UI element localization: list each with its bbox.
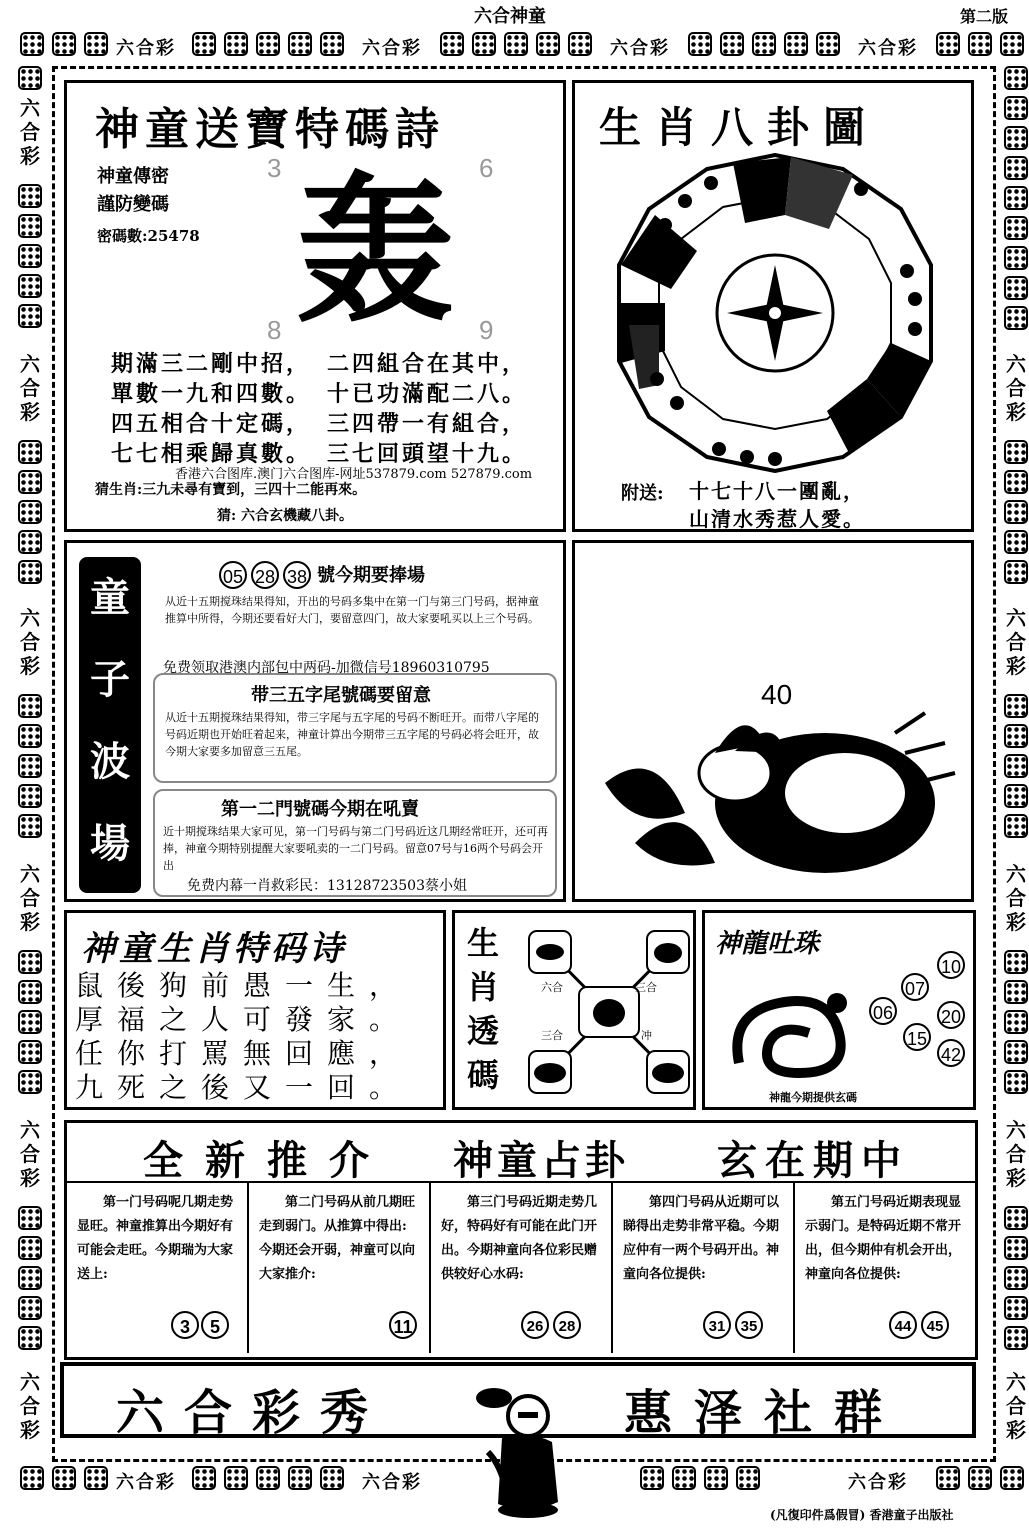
dragon-section xyxy=(702,910,976,1110)
dice-icon xyxy=(224,1466,248,1490)
band-label-vertical xyxy=(17,96,43,168)
corner-number: 9 xyxy=(479,315,494,345)
number-ball: 44 xyxy=(889,1311,917,1339)
rabbit-illustration xyxy=(595,693,965,893)
dragon-title: 神龍吐珠 xyxy=(715,929,820,959)
big-character: 轰 xyxy=(295,157,456,344)
dice-icon xyxy=(18,1206,42,1230)
box2-text: 从近十五期搅珠结果得知，带三字尾与五字尾的号码不断旺开。而带八字尾的号码近期也开始旺着起来，神童计算出今期带三五字尾的号码必将会旺开，故今期大家要多加留意三五尾。 xyxy=(165,711,539,758)
relation-label: 冲 xyxy=(641,1029,652,1042)
band-char: 彩 xyxy=(20,400,40,424)
dice-icon xyxy=(1004,126,1028,150)
band-label-vertical xyxy=(1003,1118,1029,1190)
band-label-vertical xyxy=(17,1118,43,1190)
shengxiao-diagram xyxy=(525,927,693,1097)
dice-icon xyxy=(1004,440,1028,464)
band-label-vertical xyxy=(17,862,43,934)
rabbit-image-panel xyxy=(572,540,974,902)
zodiac-poem-section xyxy=(64,910,446,1110)
column-text: 第三门号码近期走势几好，特码好有可能在此门开出。今期神童向各位彩民赠供较好心水码: xyxy=(441,1195,598,1282)
dice-icon xyxy=(18,754,42,778)
number-ball: 35 xyxy=(735,1311,763,1339)
dragon-caption: 神龍今期提供玄碼 xyxy=(769,1091,857,1104)
dice-icon xyxy=(1004,814,1028,838)
band-char: 六 xyxy=(20,1370,40,1394)
dice-icon xyxy=(288,1466,312,1490)
dice-icon xyxy=(18,440,42,464)
poem-line: 單數一九和四數。 xyxy=(111,381,312,407)
dice-icon xyxy=(20,1466,44,1490)
band-char: 合 xyxy=(1006,376,1026,400)
dice-icon xyxy=(84,1466,108,1490)
dice-icon xyxy=(1004,950,1028,974)
number-ball: 3 xyxy=(171,1311,199,1339)
band-char: 彩 xyxy=(1006,400,1026,424)
band-char: 彩 xyxy=(1006,1166,1026,1190)
dice-icon xyxy=(18,214,42,238)
dice-icon xyxy=(688,32,712,56)
band-label-vertical xyxy=(1003,862,1029,934)
band-label: 六合彩 xyxy=(848,1472,908,1493)
poem-title: 神童送寶特碼詩 xyxy=(95,104,445,155)
header-title: 六合神童 xyxy=(474,6,546,27)
bagua-diagram xyxy=(615,153,935,473)
dice-icon xyxy=(18,304,42,328)
dice-icon xyxy=(1004,156,1028,180)
number-ball: 11 xyxy=(389,1311,417,1339)
shengxiao-section xyxy=(452,910,696,1110)
pearl-number: 07 xyxy=(901,973,929,1001)
dice-icon xyxy=(1004,980,1028,1004)
band-char: 合 xyxy=(1006,630,1026,654)
band-label: 六合彩 xyxy=(858,38,918,59)
band-char: 合 xyxy=(20,630,40,654)
dice-icon xyxy=(1004,306,1028,330)
band-label-vertical xyxy=(1003,1370,1029,1442)
corner-number: 8 xyxy=(267,315,282,345)
relation-label: 三合 xyxy=(541,1029,563,1042)
dice-icon xyxy=(18,66,42,90)
dice-icon xyxy=(18,980,42,1004)
tongzi-box-2 xyxy=(153,673,557,783)
band-label-vertical xyxy=(17,1370,43,1442)
image-number: 40 xyxy=(761,679,793,710)
poem-line: 七七相乘歸真數。 xyxy=(111,441,312,467)
watermark-text: 香港六合图库.澳门六合图库-网址537879.com 527879.com xyxy=(175,467,533,482)
band-label: 六合彩 xyxy=(362,38,422,59)
poem-line: 二四組合在其中， xyxy=(327,351,528,377)
dice-icon xyxy=(1004,530,1028,554)
tongzi-vertical-title xyxy=(79,557,141,893)
relation-label: 六合 xyxy=(541,981,563,994)
dice-icon xyxy=(18,500,42,524)
band-char: 彩 xyxy=(20,654,40,678)
poem-line: 鼠後狗前愚一生， xyxy=(75,969,412,1002)
dice-icon xyxy=(440,32,464,56)
dice-icon xyxy=(1004,724,1028,748)
number-ball: 28 xyxy=(553,1311,581,1339)
tongzi-box-3 xyxy=(153,789,557,897)
pearl-number: 20 xyxy=(937,1001,965,1029)
dice-icon xyxy=(1004,694,1028,718)
dice-icon xyxy=(1004,500,1028,524)
number-ball: 45 xyxy=(921,1311,949,1339)
band-label-vertical xyxy=(17,352,43,424)
dice-icon xyxy=(936,32,960,56)
box3-promo: 免费内幕一肖救彩民：13128723503蔡小姐 xyxy=(187,878,467,894)
dice-icon xyxy=(18,814,42,838)
poem-line: 三四帶一有組合， xyxy=(327,411,528,437)
band-char: 六 xyxy=(20,352,40,376)
tongzi-section xyxy=(64,540,566,902)
box1-heading: 號今期要捧場 xyxy=(317,565,425,586)
dice-icon xyxy=(1004,96,1028,120)
band-char: 彩 xyxy=(20,1418,40,1442)
dice-icon xyxy=(1004,1326,1028,1350)
promo-heading: 神童占卦 xyxy=(453,1137,629,1184)
gift-line: 十七十八一團亂， xyxy=(689,479,865,503)
band-char: 彩 xyxy=(20,1166,40,1190)
band-label: 六合彩 xyxy=(362,1472,422,1493)
dice-icon xyxy=(18,530,42,554)
dice-icon xyxy=(640,1466,664,1490)
secret-line: 神童傳密 xyxy=(97,166,169,187)
band-label: 六合彩 xyxy=(116,38,176,59)
dice-icon xyxy=(784,32,808,56)
pearl-number: 15 xyxy=(903,1023,931,1051)
dice-icon xyxy=(568,32,592,56)
poem-line: 四五相合十定碼， xyxy=(111,411,312,437)
dice-icon xyxy=(1004,1040,1028,1064)
column-text: 第五门号码近期表现显示弱门。是特码近期不常开出，但今期仲有机会开出，神童向各位提供: xyxy=(805,1195,962,1282)
edition-label: 第二版 xyxy=(960,7,1009,26)
title-char: 波 xyxy=(90,738,130,785)
poem-line: 十已功滿配二八。 xyxy=(327,381,528,407)
column-text: 第二门号码从前几期旺走到弱门。从推算中得出:今期还会开弱，神童可以向大家推介: xyxy=(259,1195,416,1282)
band-char: 合 xyxy=(20,886,40,910)
dice-icon xyxy=(720,32,744,56)
band-char: 彩 xyxy=(20,144,40,168)
dice-icon xyxy=(1000,1466,1024,1490)
dice-icon xyxy=(18,1040,42,1064)
pearl-number: 42 xyxy=(937,1039,965,1067)
bagua-section xyxy=(572,80,974,532)
band-char: 六 xyxy=(1006,1370,1026,1394)
poem-section xyxy=(64,80,566,532)
guess-zodiac: 猜生肖:三九未尋有寶到，三四十二能再來。 xyxy=(95,482,367,498)
dice-icon xyxy=(1004,1296,1028,1320)
band-char: 合 xyxy=(1006,1394,1026,1418)
band-char: 六 xyxy=(1006,352,1026,376)
dice-icon xyxy=(192,1466,216,1490)
column-text: 第四门号码从近期可以睇得出走势非常平稳。今期应仲有一两个号码开出。神童向各位提供: xyxy=(623,1195,780,1282)
band-char: 合 xyxy=(1006,886,1026,910)
band-label-vertical xyxy=(1003,606,1029,678)
gift-label: 附送: xyxy=(621,483,664,504)
dice-icon xyxy=(536,32,560,56)
title-char: 生 xyxy=(467,924,500,962)
box1-promo: 免费领取港澳内部包中两码-加微信号18960310795 xyxy=(163,660,490,676)
tongzi-box-1 xyxy=(153,553,557,676)
corner-number: 6 xyxy=(479,153,494,183)
band-char: 合 xyxy=(20,376,40,400)
promo-column-1 xyxy=(67,1183,249,1353)
dice-icon xyxy=(1000,32,1024,56)
zodiac-poem-lines xyxy=(75,969,411,1105)
banner-left: 六合彩秀 xyxy=(116,1385,389,1441)
dice-icon xyxy=(52,32,76,56)
band-label: 六合彩 xyxy=(116,1472,176,1493)
dice-icon xyxy=(18,1010,42,1034)
dice-icon xyxy=(20,32,44,56)
number-ball: 38 xyxy=(283,561,311,589)
dice-icon xyxy=(1004,1206,1028,1230)
band-char: 彩 xyxy=(1006,1418,1026,1442)
dice-icon xyxy=(52,1466,76,1490)
dice-icon xyxy=(18,1296,42,1320)
code-label: 密碼數:25478 xyxy=(97,227,200,245)
dice-icon xyxy=(736,1466,760,1490)
dice-icon xyxy=(1004,1010,1028,1034)
dice-icon xyxy=(320,32,344,56)
shengxiao-vertical-title xyxy=(467,921,499,1097)
title-char: 透 xyxy=(467,1012,500,1050)
band-char: 合 xyxy=(20,1142,40,1166)
poem-line: 任你打罵無回應， xyxy=(75,1037,412,1070)
dice-icon xyxy=(18,694,42,718)
bagua-title: 生肖八卦圖 xyxy=(599,103,880,152)
gift-lines xyxy=(689,477,865,533)
band-char: 彩 xyxy=(1006,654,1026,678)
poem-line: 九死之後又一回。 xyxy=(75,1071,412,1104)
box3-text: 近十期搅珠结果大家可见，第一门号码与第二门号码近这几期经常旺开，还可再捧，神童今期特别提醒大家要吼卖的一二门号码。留意07号与16两个号码会开出 xyxy=(163,825,548,872)
title-char: 碼 xyxy=(467,1056,500,1094)
dice-icon xyxy=(936,1466,960,1490)
title-char: 肖 xyxy=(467,968,500,1006)
dice-icon xyxy=(256,1466,280,1490)
dice-icon xyxy=(18,470,42,494)
dice-icon xyxy=(224,32,248,56)
dice-icon xyxy=(1004,470,1028,494)
band-char: 六 xyxy=(1006,606,1026,630)
guess-line: 猜: 六合玄機藏八卦。 xyxy=(217,508,354,524)
dice-icon xyxy=(704,1466,728,1490)
poem-line: 三七回頭望十九。 xyxy=(327,441,528,467)
dice-icon xyxy=(1004,754,1028,778)
number-ball: 5 xyxy=(201,1311,229,1339)
dice-icon xyxy=(18,1070,42,1094)
dice-icon xyxy=(752,32,776,56)
dice-icon xyxy=(1004,1070,1028,1094)
dice-icon xyxy=(1004,246,1028,270)
poem-line: 期滿三二剛中招， xyxy=(111,351,312,377)
dice-icon xyxy=(968,32,992,56)
dice-icon xyxy=(256,32,280,56)
number-ball: 05 xyxy=(219,561,247,589)
band-char: 六 xyxy=(20,1118,40,1142)
dice-icon xyxy=(18,784,42,808)
dice-icon xyxy=(320,1466,344,1490)
band-char: 彩 xyxy=(20,910,40,934)
banner-right: 惠泽社群 xyxy=(624,1385,905,1441)
band-label: 六合彩 xyxy=(610,38,670,59)
dice-icon xyxy=(18,950,42,974)
band-char: 六 xyxy=(20,862,40,886)
dice-icon xyxy=(816,32,840,56)
dice-icon xyxy=(1004,784,1028,808)
dice-icon xyxy=(18,274,42,298)
band-char: 合 xyxy=(1006,1142,1026,1166)
band-char: 合 xyxy=(20,1394,40,1418)
dice-icon xyxy=(1004,216,1028,240)
title-char: 場 xyxy=(90,820,130,867)
dice-icon xyxy=(18,244,42,268)
number-ball: 31 xyxy=(703,1311,731,1339)
poem-line: 厚福之人可發家。 xyxy=(75,1003,412,1036)
pearl-number: 10 xyxy=(937,951,965,979)
dice-icon xyxy=(18,1326,42,1350)
promo-heading: 玄在期中 xyxy=(717,1137,909,1184)
box2-heading: 带三五字尾號碼要留意 xyxy=(251,685,431,706)
number-ball: 26 xyxy=(521,1311,549,1339)
dice-icon xyxy=(18,184,42,208)
band-char: 六 xyxy=(1006,1118,1026,1142)
dice-icon xyxy=(18,560,42,584)
promo-column-3 xyxy=(431,1183,613,1353)
dice-icon xyxy=(1004,66,1028,90)
band-char: 六 xyxy=(1006,862,1026,886)
gift-line: 山清水秀惹人愛。 xyxy=(689,507,865,531)
secret-line: 謹防變碼 xyxy=(97,194,169,215)
dice-icon xyxy=(18,724,42,748)
dice-icon xyxy=(84,32,108,56)
box1-text: 从近十五期搅珠结果得知，开出的号码多集中在第一门与第三门号码，据神童推算中所得，今期还要看好大门，要留意四门，故大家要吼买以上三个号码。 xyxy=(165,595,539,625)
number-ball: 28 xyxy=(251,561,279,589)
dragon-illustration xyxy=(719,973,869,1083)
band-char: 六 xyxy=(20,606,40,630)
band-char: 六 xyxy=(20,96,40,120)
dice-icon xyxy=(1004,560,1028,584)
dice-icon xyxy=(18,1266,42,1290)
band-char: 合 xyxy=(20,120,40,144)
promo-column-2 xyxy=(249,1183,431,1353)
poem-right-column xyxy=(327,349,527,469)
relation-label: 三合 xyxy=(635,981,657,994)
dice-icon xyxy=(968,1466,992,1490)
box3-heading: 第一二門號碼今期在吼賣 xyxy=(221,799,419,820)
band-char: 彩 xyxy=(1006,910,1026,934)
dice-icon xyxy=(192,32,216,56)
dice-icon xyxy=(1004,186,1028,210)
title-char: 子 xyxy=(90,656,130,703)
dice-icon xyxy=(672,1466,696,1490)
copyright: (凡復印件爲假冒) 香港童子出版社 xyxy=(770,1508,954,1522)
zodiac-poem-title: 神童生肖特码诗 xyxy=(81,929,347,969)
dice-icon xyxy=(288,32,312,56)
dice-icon xyxy=(1004,1236,1028,1260)
column-text: 第一门号码呢几期走势显旺。神童推算出今期好有可能会走旺。今期瑞为大家送上: xyxy=(77,1195,234,1282)
dice-icon xyxy=(472,32,496,56)
dice-icon xyxy=(1004,276,1028,300)
corner-number: 3 xyxy=(267,153,282,183)
promo-column-5 xyxy=(795,1183,975,1353)
mascot-illustration xyxy=(468,1382,568,1522)
secret-lines xyxy=(97,163,169,219)
promo-column-4 xyxy=(613,1183,795,1353)
pearl-number: 06 xyxy=(869,997,897,1025)
title-char: 童 xyxy=(90,574,130,621)
band-label-vertical xyxy=(1003,352,1029,424)
promo-heading: 全新推介 xyxy=(143,1137,391,1184)
dice-icon xyxy=(504,32,528,56)
band-label-vertical xyxy=(17,606,43,678)
dice-icon xyxy=(18,1236,42,1260)
dice-icon xyxy=(1004,1266,1028,1290)
poem-left-column xyxy=(111,349,311,469)
